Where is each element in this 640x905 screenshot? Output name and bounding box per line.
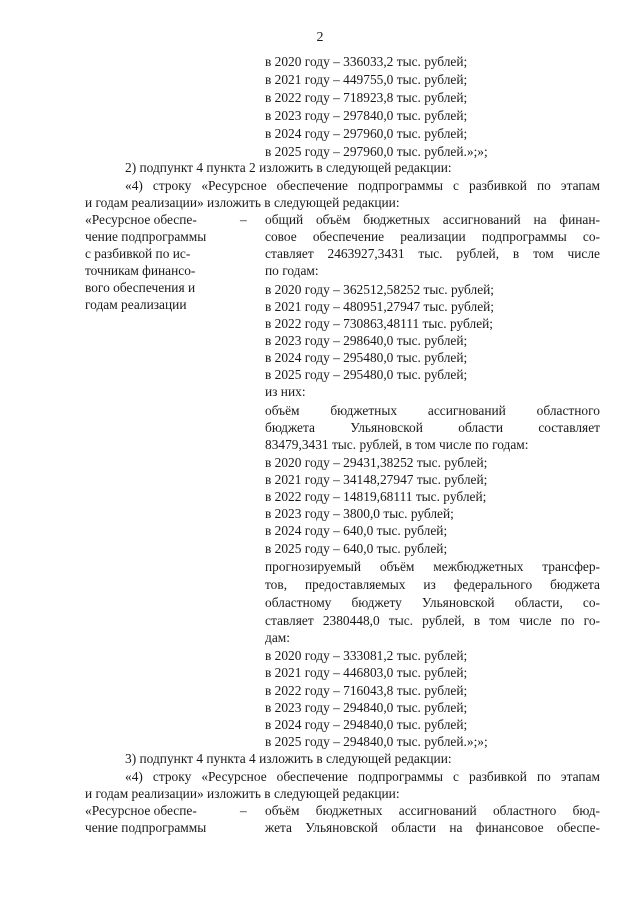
year-line: в 2021 году – 449755,0 тыс. рублей; xyxy=(265,72,468,87)
year-line: в 2020 году – 336033,2 тыс. рублей; xyxy=(265,54,468,69)
cell-dash: – xyxy=(240,212,247,227)
total-text: совое обеспечение реализации подпрограммы со- xyxy=(265,229,600,244)
year-line: в 2023 году – 294840,0 тыс. рублей; xyxy=(265,700,468,715)
item2-intro: и годам реализации» изложить в следующей редакции: xyxy=(85,195,400,210)
total-text: общий объём бюджетных ассигнований на финан- xyxy=(265,212,600,227)
left-cell-line: с разбивкой по ис- xyxy=(85,246,191,261)
year-line: в 2025 году – 294840,0 тыс. рублей.»;»; xyxy=(265,734,488,749)
left-cell-line: чение подпрограммы xyxy=(85,820,207,835)
regional-text: объём бюджетных ассигнований областного xyxy=(265,403,600,418)
left-cell-line: «Ресурсное обеспе- xyxy=(85,803,197,818)
year-line: в 2021 году – 34148,27947 тыс. рублей; xyxy=(265,472,488,487)
federal-text: прогнозируемый объём межбюджетных трансфер- xyxy=(265,559,600,574)
left-cell-line: вого обеспечения и xyxy=(85,280,196,295)
cell-dash: – xyxy=(240,803,247,818)
item3-text: объём бюджетных ассигнований областного бюд- xyxy=(265,803,600,818)
year-line: в 2024 году – 640,0 тыс. рублей; xyxy=(265,523,448,538)
left-cell-line: годам реализации xyxy=(85,297,187,312)
item3-intro: и годам реализации» изложить в следующей редакции: xyxy=(85,786,400,801)
item3-heading: 3) подпункт 4 пункта 4 изложить в следующей редакции: xyxy=(125,751,452,766)
item2-intro: «4) строку «Ресурсное обеспечение подпрограммы с разбивкой по этапам xyxy=(125,178,600,193)
year-line: в 2023 году – 297840,0 тыс. рублей; xyxy=(265,108,468,123)
year-line: в 2021 году – 480951,27947 тыс. рублей; xyxy=(265,299,495,314)
federal-text: дам: xyxy=(265,630,290,645)
year-line: в 2024 году – 294840,0 тыс. рублей; xyxy=(265,717,468,732)
year-line: в 2020 году – 333081,2 тыс. рублей; xyxy=(265,648,468,663)
year-line: в 2023 году – 298640,0 тыс. рублей; xyxy=(265,333,468,348)
item3-intro: «4) строку «Ресурсное обеспечение подпрограммы с разбивкой по этапам xyxy=(125,769,600,784)
federal-text: областному бюджету Ульяновской области, со- xyxy=(265,595,600,610)
federal-text: ставляет 2380448,0 тыс. рублей, в том числе по го- xyxy=(265,613,600,628)
regional-text: бюджета Ульяновской области составляет xyxy=(265,420,600,435)
year-line: в 2022 году – 716043,8 тыс. рублей; xyxy=(265,683,468,698)
left-cell-line: точникам финансо- xyxy=(85,263,196,278)
item3-text: жета Ульяновской области на финансовое обеспе- xyxy=(265,820,600,835)
year-line: в 2022 году – 730863,48111 тыс. рублей; xyxy=(265,316,494,331)
regional-text: 83479,3431 тыс. рублей, в том числе по годам: xyxy=(265,437,529,452)
year-line: в 2025 году – 640,0 тыс. рублей; xyxy=(265,541,448,556)
year-line: в 2021 году – 446803,0 тыс. рублей; xyxy=(265,665,468,680)
item2-heading: 2) подпункт 4 пункта 2 изложить в следующей редакции: xyxy=(125,160,452,175)
left-cell-line: чение подпрограммы xyxy=(85,229,207,244)
year-line: в 2022 году – 14819,68111 тыс. рублей; xyxy=(265,489,487,504)
year-line: в 2023 году – 3800,0 тыс. рублей; xyxy=(265,506,454,521)
left-cell-line: «Ресурсное обеспе- xyxy=(85,212,197,227)
total-text: ставляет 2463927,3431 тыс. рублей, в том числе xyxy=(265,246,600,261)
year-line: в 2025 году – 295480,0 тыс. рублей; xyxy=(265,367,468,382)
federal-text: тов, предоставляемых из федерального бюджета xyxy=(265,577,600,592)
year-line: в 2022 году – 718923,8 тыс. рублей; xyxy=(265,90,468,105)
year-line: в 2020 году – 29431,38252 тыс. рублей; xyxy=(265,455,488,470)
year-line: в 2024 году – 295480,0 тыс. рублей; xyxy=(265,350,468,365)
year-line: в 2025 году – 297960,0 тыс. рублей.»;»; xyxy=(265,144,488,159)
year-line: в 2024 году – 297960,0 тыс. рублей; xyxy=(265,126,468,141)
total-text: по годам: xyxy=(265,263,319,278)
year-line: в 2020 году – 362512,58252 тыс. рублей; xyxy=(265,282,495,297)
page-number: 2 xyxy=(316,30,324,45)
of-them-label: из них: xyxy=(265,384,306,399)
